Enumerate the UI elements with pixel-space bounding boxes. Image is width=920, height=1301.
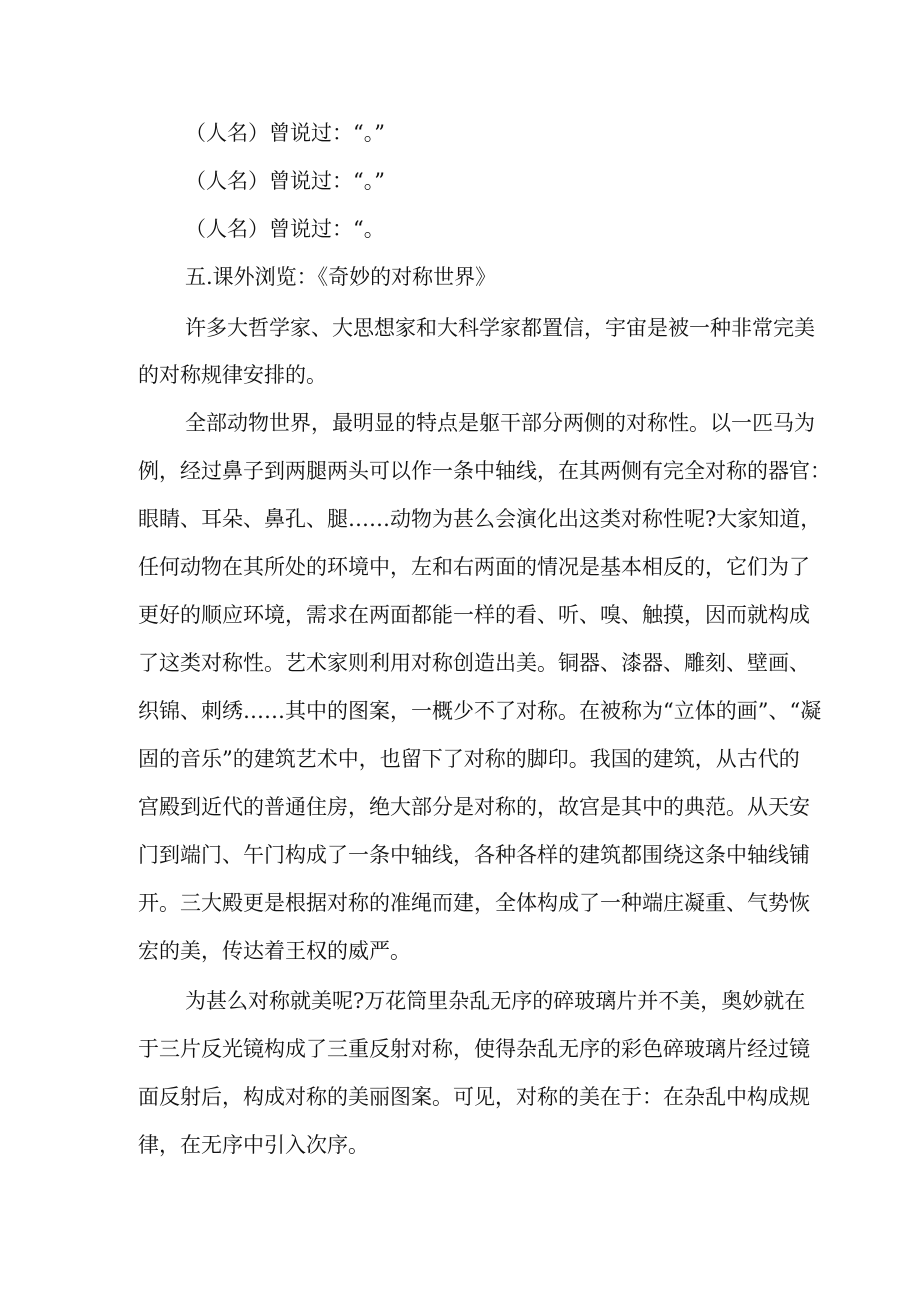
para2-line-7: 织锦、刺绣……其中的图案，一概少不了对称。在被称为“立体的画”、“凝 (138, 699, 822, 723)
para1-line-1: 许多大哲学家、大思想家和大科学家都置信，宇宙是被一种非常完美 (185, 316, 815, 340)
para2-line-11: 开。三大殿更是根据对称的准绳而建，全体构成了一种端庄凝重、气势恢 (138, 891, 810, 915)
quote-line-1: （人名）曾说过：“。” (185, 121, 385, 145)
para2-line-3: 眼睛、耳朵、鼻孔、腿……动物为甚么会演化出这类对称性呢?大家知道， (138, 507, 822, 531)
para2-line-5: 更好的顺应环境，需求在两面都能一样的看、听、嗅、触摸，因而就构成 (138, 603, 810, 627)
para2-line-8: 固的音乐”的建筑艺术中，也留下了对称的脚印。我国的建筑，从古代的 (138, 747, 800, 771)
para2-line-4: 任何动物在其所处的环境中，左和右两面的情况是基本相反的，它们为了 (138, 555, 810, 579)
para2-line-2: 例，经过鼻子到两腿两头可以作一条中轴线，在其两侧有完全对称的器官： (138, 459, 831, 483)
quote-line-2: （人名）曾说过：“。” (185, 169, 385, 193)
para2-line-12: 宏的美，传达着王权的威严。 (138, 939, 411, 963)
para2-line-6: 了这类对称性。艺术家则利用对称创造出美。铜器、漆器、雕刻、壁画、 (138, 651, 810, 675)
para3-line-4: 律，在无序中引入次序。 (138, 1133, 369, 1157)
para3-line-2: 于三片反光镜构成了三重反射对称，使得杂乱无序的彩色碎玻璃片经过镜 (138, 1037, 810, 1061)
para2-line-1: 全部动物世界，最明显的特点是躯干部分两侧的对称性。以一匹马为 (185, 411, 815, 435)
para2-line-10: 门到端门、午门构成了一条中轴线，各种各样的建筑都围绕这条中轴线铺 (138, 843, 810, 867)
section-heading: 五.课外浏览：《奇妙的对称世界》 (185, 265, 497, 289)
quote-line-3: （人名）曾说过：“。 (185, 217, 385, 241)
para3-line-3: 面反射后，构成对称的美丽图案。可见，对称的美在于：在杂乱中构成规 (138, 1085, 810, 1109)
para1-line-2: 的对称规律安排的。 (138, 363, 327, 387)
para3-line-1: 为甚么对称就美呢?万花筒里杂乱无序的碎玻璃片并不美，奥妙就在 (185, 989, 806, 1013)
para2-line-9: 宫殿到近代的普通住房，绝大部分是对称的，故宫是其中的典范。从天安 (138, 795, 810, 819)
